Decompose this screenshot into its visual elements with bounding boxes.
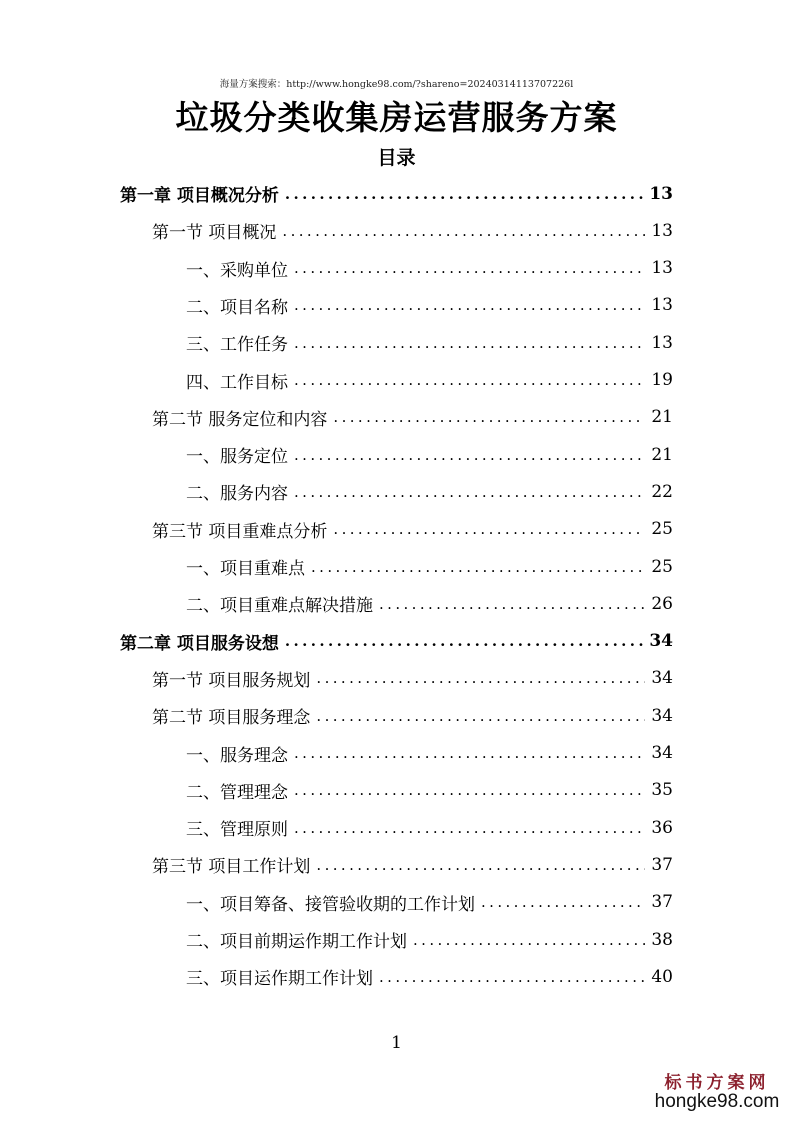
toc-entry-page: 34 [651,668,673,689]
toc-entry[interactable] [186,884,673,921]
toc-entry[interactable] [186,548,673,585]
toc-leader-dots [379,968,645,986]
toc-leader-dots [481,893,645,911]
toc-entry[interactable] [152,660,673,697]
toc-leader-dots [316,669,645,687]
toc-leader-dots [294,334,645,352]
toc-entry-label: 二、项目前期运作期工作计划 [186,932,407,952]
toc-leader-dots [413,931,645,949]
toc-leader-dots [282,222,645,240]
toc-leader-dots [294,296,645,314]
toc-entry-page: 34 [651,743,673,763]
toc-entry-page: 13 [649,183,673,204]
toc-entry[interactable] [152,212,673,249]
toc-entry[interactable] [120,175,673,212]
toc-entry[interactable] [186,958,673,995]
toc-entry-page: 37 [651,854,673,875]
watermark-domain-text: hongke98.com [654,1091,780,1112]
toc-entry-page: 34 [649,631,673,652]
toc-leader-dots [294,371,645,389]
toc-entry-page: 35 [651,780,673,801]
toc-entry[interactable] [186,473,673,510]
toc-entry[interactable] [186,585,673,622]
toc-leader-dots [285,632,643,650]
toc-entry-page: 19 [651,370,673,390]
toc-entry[interactable] [152,697,673,734]
toc-entry-page: 13 [651,332,673,353]
toc-entry-label: 二、服务内容 [186,484,288,505]
toc-entry-label: 四、工作目标 [186,372,288,393]
toc-leader-dots [316,707,645,725]
toc-entry[interactable] [186,362,673,399]
toc-entry-label: 第二节 服务定位和内容 [152,409,328,430]
toc-entry[interactable] [186,921,673,958]
source-url-line: 海量方案搜索：http://www.hongke98.com/?shareno=20240314113707226l [219,79,574,90]
toc-entry-label: 一、采购单位 [186,260,288,281]
toc-entry-page: 26 [651,593,673,614]
toc-entry-label: 第一节 项目服务规划 [152,670,311,691]
toc-leader-dots [294,483,645,501]
toc-entry[interactable] [186,287,673,324]
toc-leader-dots [294,744,645,762]
toc-leader-dots [294,781,645,799]
toc-leader-dots [294,259,645,277]
toc-entry[interactable] [152,511,673,548]
toc-leader-dots [294,446,645,464]
toc-entry-label: 第一章 项目概况分析 [120,186,279,206]
toc-entry-label: 三、管理原则 [186,820,288,841]
toc-entry[interactable] [186,809,673,846]
toc-entry-label: 第三节 项目工作计划 [152,857,311,878]
toc-entry-label: 第一节 项目概况 [152,223,277,244]
toc-entry[interactable] [152,846,673,883]
toc-entry-page: 21 [651,444,673,465]
toc-entry-page: 34 [651,705,673,726]
toc-entry-page: 22 [651,481,673,502]
toc-entry-label: 一、服务定位 [186,447,288,468]
toc-leader-dots [379,595,645,613]
toc-entry-label: 二、项目名称 [186,297,288,318]
toc-entry-page: 40 [651,966,673,987]
toc-entry-page: 36 [651,817,673,838]
toc-entry-label: 一、项目筹备、接管验收期的工作计划 [186,894,475,915]
toc-entry-page: 13 [651,220,673,241]
toc-leader-dots [316,856,645,874]
toc-entry-label: 二、管理理念 [186,782,288,803]
toc-entry-label: 三、工作任务 [186,335,288,356]
toc-entry-label: 三、项目运作期工作计划 [186,969,373,990]
document-title: 垃圾分类收集房运营服务方案 [175,98,618,137]
toc-entry[interactable] [186,772,673,809]
toc-entry-label: 第二节 项目服务理念 [152,708,311,729]
toc-entry[interactable] [186,436,673,473]
watermark-logo [642,1068,792,1113]
toc-entry[interactable] [120,623,673,660]
toc-entry[interactable] [186,324,673,361]
toc-entry-label: 第三节 项目重难点分析 [152,521,328,542]
toc-heading: 目录 [377,147,416,169]
toc-entry[interactable] [186,735,673,772]
watermark-chinese-text: 标书方案网 [664,1073,770,1093]
toc-leader-dots [333,408,645,426]
toc-entry-label: 一、服务理念 [186,745,288,766]
toc-leader-dots [311,558,645,576]
toc-entry-page: 21 [651,407,673,428]
toc-entry-page: 37 [651,892,673,913]
toc-entry-label: 二、项目重难点解决措施 [186,596,373,617]
toc-leader-dots [333,520,645,538]
toc-leader-dots [294,819,645,837]
toc-entry-page: 13 [651,258,673,279]
toc-entry[interactable] [152,399,673,436]
toc-entry-page: 25 [651,519,673,540]
toc-entry[interactable] [186,250,673,287]
toc-entry-page: 13 [651,295,673,316]
toc-entry-label: 一、项目重难点 [186,559,305,579]
toc-entry-page: 38 [651,929,673,950]
toc-entry-page: 25 [651,556,673,577]
toc-leader-dots [285,185,643,203]
toc-entry-label: 第二章 项目服务设想 [120,633,279,654]
page-number: 1 [391,1033,402,1053]
